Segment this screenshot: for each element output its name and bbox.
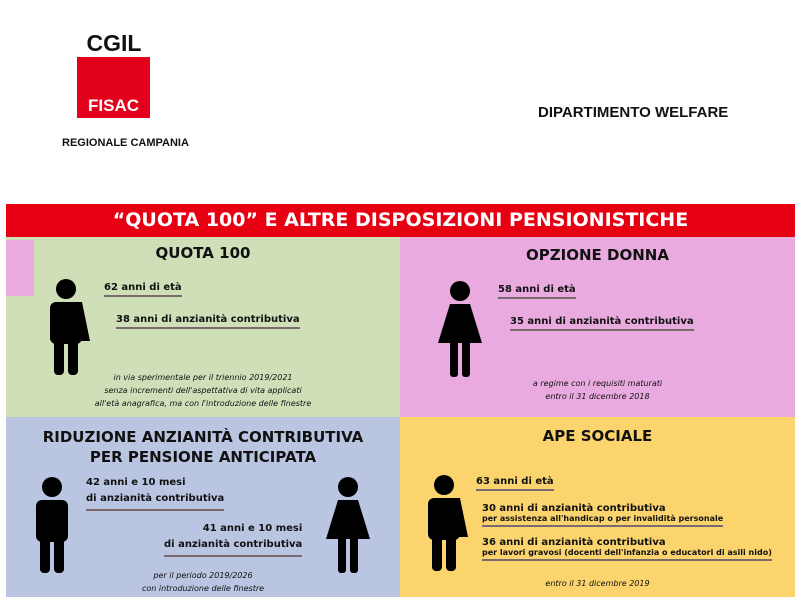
ape-title: APE SOCIALE <box>542 427 653 445</box>
opzione-title: OPZIONE DONNA <box>526 246 669 264</box>
riduzione-title: RIDUZIONE ANZIANITÀ CONTRIBUTIVA PER PENSIONE ANTICIPATA <box>42 428 364 466</box>
person-woman-icon <box>438 281 484 379</box>
opzione-contrib: 35 anni di anzianità contributiva <box>510 316 694 331</box>
opzione-note: a regime con i requisiti maturati entro il 31 dicembre 2018 <box>532 379 663 401</box>
quota100-title: QUOTA 100 <box>155 244 251 262</box>
opzione-age: 58 anni di età <box>498 284 576 299</box>
pension-infographic <box>6 204 795 597</box>
person-unisex-icon <box>46 279 92 377</box>
riduzione-women: 41 anni e 10 mesi di anzianità contributiva <box>164 521 302 557</box>
ape-sociale-panel <box>400 417 795 597</box>
region-label: REGIONALE CAMPANIA <box>62 137 189 149</box>
ape-age: 63 anni di età <box>476 476 554 491</box>
logo-cgil-text: CGIL <box>86 30 142 56</box>
ape-contrib-36: 36 anni di anzianità contributiva per lavori gravosi (docenti dell'infanzia o educatori di asili nido) <box>482 537 772 561</box>
person-woman-icon <box>326 477 372 575</box>
person-man-icon <box>32 477 78 575</box>
department-title: DIPARTIMENTO WELFARE <box>538 104 729 121</box>
quota100-panel <box>6 237 400 417</box>
quota100-contrib: 38 anni di anzianità contributiva <box>116 314 300 329</box>
opzione-donna-panel <box>400 237 795 417</box>
riduzione-men: 42 anni e 10 mesi di anzianità contributiva <box>86 475 224 511</box>
ape-contrib-30: 30 anni di anzianità contributiva per assistenza all'handicap o per invalidità personale <box>482 503 723 527</box>
person-unisex-icon <box>424 475 470 573</box>
infographic-banner: “QUOTA 100” E ALTRE DISPOSIZIONI PENSIONISTICHE <box>6 204 795 237</box>
ape-note: entro il 31 dicembre 2019 <box>545 579 650 588</box>
logo-fisac-text: FISAC <box>88 96 139 115</box>
quota100-age: 62 anni di età <box>104 282 182 297</box>
riduzione-note: per il periodo 2019/2026 con introduzione delle finestre <box>141 571 265 593</box>
quota100-note: in via sperimentale per il triennio 2019/2021 senza incrementi dell'aspettativa di vita applicati all'età anagrafica, ma con l'introduzione delle finestre <box>94 373 312 408</box>
logo-fisac <box>77 57 150 118</box>
riduzione-panel <box>6 417 400 597</box>
